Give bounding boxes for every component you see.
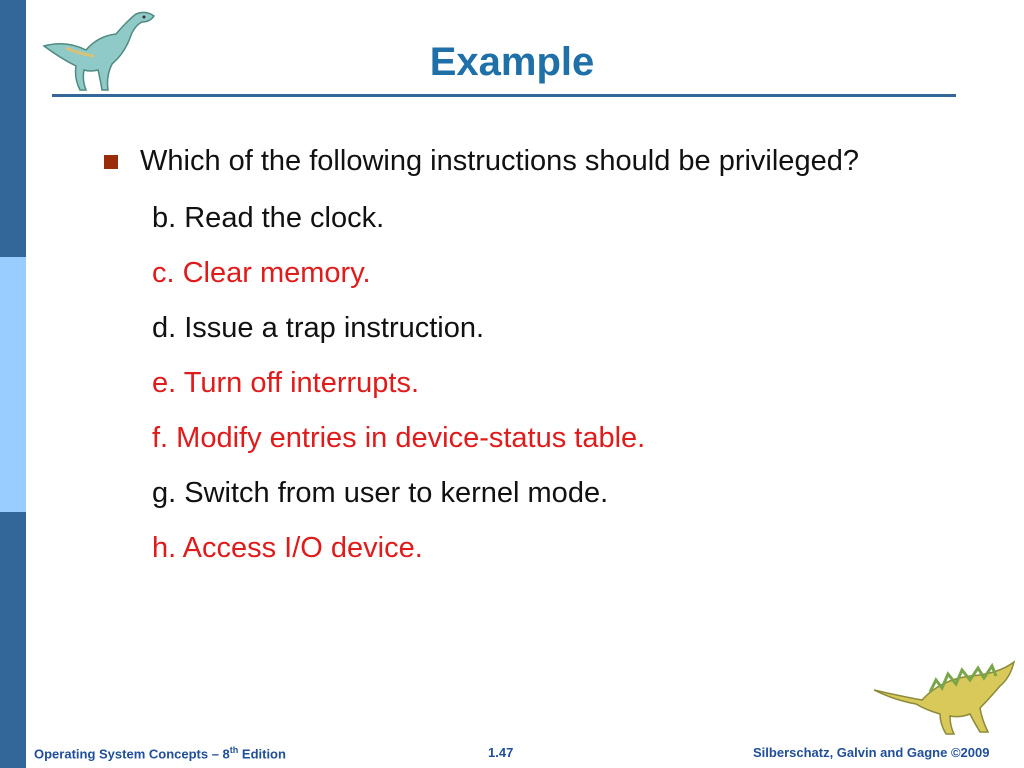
page-title: Example: [429, 40, 595, 84]
footer-course-title: [34, 745, 286, 761]
left-sidebar-bar: [0, 0, 26, 768]
sidebar-segment-bottom: [0, 512, 26, 768]
sidebar-segment-middle: [0, 257, 26, 512]
list-item: g. Switch from user to kernel mode.: [152, 477, 609, 509]
list-item: d. Issue a trap instruction.: [152, 312, 485, 344]
footer-course-prefix: Operating System Concepts – 8: [34, 746, 230, 762]
footer-page-number: 1.47: [488, 745, 514, 760]
footer-course-suffix: Edition: [238, 746, 286, 762]
footer-course-sup: th: [229, 745, 239, 755]
list-item: c. Clear memory.: [152, 257, 371, 289]
footer-authors: Silberschatz, Galvin and Gagne ©2009: [753, 745, 990, 760]
question-text: Which of the following instructions should be privileged?: [140, 145, 859, 177]
square-bullet-icon: [104, 155, 118, 169]
list-item: b. Read the clock.: [152, 202, 385, 234]
bullet-question: [104, 145, 859, 178]
title-divider: [52, 94, 956, 97]
list-item: h. Access I/O device.: [152, 532, 423, 564]
sidebar-segment-top: [0, 0, 26, 257]
stegosaurus-icon: [870, 656, 1020, 736]
list-item: f. Modify entries in device-status table.: [152, 422, 646, 454]
list-item: e. Turn off interrupts.: [152, 367, 420, 399]
